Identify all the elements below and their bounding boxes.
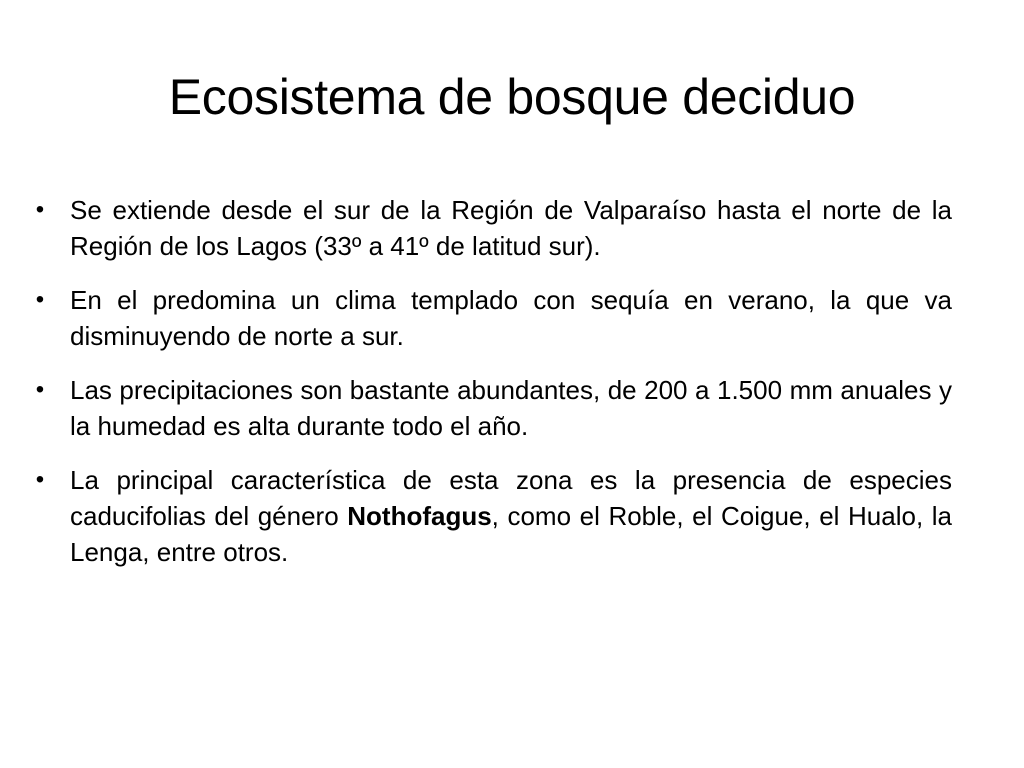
- list-item: [30, 192, 952, 264]
- list-item: [30, 372, 952, 444]
- bullet-text-part: , como el Roble, el Coigue, el Hualo, la Lenga, entre otros.: [70, 501, 952, 567]
- slide-title: Ecosistema de bosque deciduo: [168, 69, 856, 125]
- bullet-text: En el predomina un clima templado con sequía en verano, la que va disminuyendo de norte a sur.: [70, 285, 952, 351]
- genus-name: Nothofagus: [347, 501, 492, 531]
- bullet-text: Se extiende desde el sur de la Región de Valparaíso hasta el norte de la Región de los Lagos (33º a 41º de latitud sur).: [70, 195, 952, 261]
- bullet-icon: •: [35, 376, 45, 403]
- list-item: [30, 462, 952, 570]
- list-item: [30, 282, 952, 354]
- bullet-icon: •: [35, 466, 45, 493]
- bullet-icon: •: [35, 286, 45, 313]
- bullet-list: [30, 192, 952, 588]
- bullet-text: Las precipitaciones son bastante abundantes, de 200 a 1.500 mm anuales y la humedad es alta durante todo el año.: [70, 375, 952, 441]
- bullet-icon: •: [35, 196, 45, 223]
- bullet-text: [70, 465, 952, 567]
- bullet-text-part: La principal característica de esta zona es la presencia de especies caducifolias del género: [70, 465, 952, 531]
